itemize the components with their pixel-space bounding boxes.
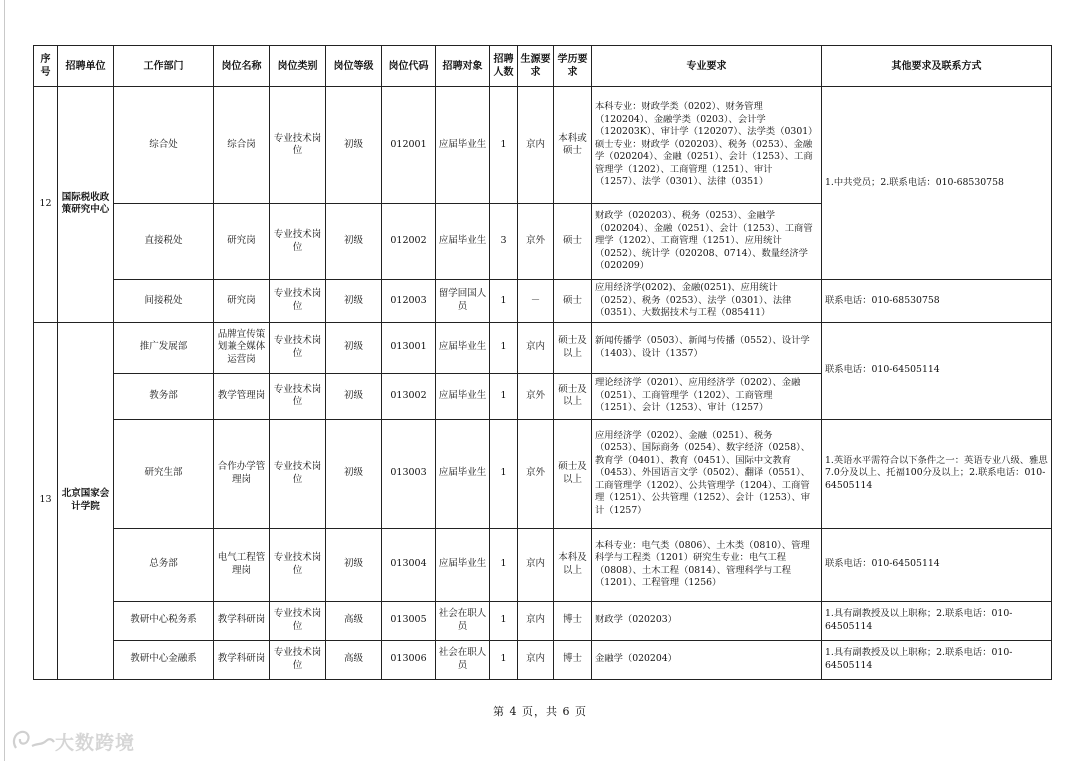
post-name-cell: 电气工程管理岗 [214, 528, 270, 601]
count-cell: 1 [490, 601, 518, 640]
edu-cell: 博士 [554, 640, 592, 679]
header-count: 招聘人数 [490, 46, 518, 87]
page-number-footer: 第 4 页，共 6 页 [493, 705, 587, 718]
table-row [34, 87, 1052, 204]
post-name-cell: 研究岗 [214, 204, 270, 280]
header-source: 生源要求 [518, 46, 554, 87]
major-cell: 理论经济学（0201）、应用经济学（0202）、金融（0251）、工商管理学（1202）、工商管理（1251）、会计（1253）、审计（1257） [592, 373, 822, 419]
dept-cell: 教研中心税务系 [114, 601, 214, 640]
table-row [34, 528, 1052, 601]
other-cell: 1.具有副教授及以上职称；2.联系电话：010-64505114 [822, 601, 1052, 640]
post-name-cell: 综合岗 [214, 87, 270, 204]
seq-cell: 12 [34, 87, 58, 323]
post-type-cell: 专业技术岗位 [270, 528, 326, 601]
post-code-cell: 012002 [382, 204, 436, 280]
post-level-cell: 高级 [326, 601, 382, 640]
post-code-cell: 012003 [382, 280, 436, 323]
post-code-cell: 013003 [382, 419, 436, 528]
post-level-cell: 初级 [326, 373, 382, 419]
count-cell: 1 [490, 373, 518, 419]
target-cell: 应届毕业生 [436, 373, 490, 419]
count-cell: 3 [490, 204, 518, 280]
other-cell: 1.具有副教授及以上职称；2.联系电话：010-64505114 [822, 640, 1052, 679]
dept-cell: 综合处 [114, 87, 214, 204]
major-cell: 本科专业：财政学类（0202）、财务管理（120204）、金融学类（0203）、会计学（120203K）、审计学（120207）、法学类（0301）硕士专业：财政学（020203）、税务（0253）、金融学（020204）、金融（0251）、会计（1253）、工商管理学（1202）、工商管理（1251）、审计（1257）、法学（0301）、法律（0351） [592, 87, 822, 204]
header-major: 专业要求 [592, 46, 822, 87]
edu-cell: 硕士及以上 [554, 419, 592, 528]
source-cell: 京内 [518, 87, 554, 204]
post-level-cell: 初级 [326, 322, 382, 373]
other-cell: 1.中共党员；2.联系电话：010-68530758 [822, 87, 1052, 280]
count-cell: 1 [490, 419, 518, 528]
post-level-cell: 初级 [326, 280, 382, 323]
other-cell: 联系电话：010-64505114 [822, 528, 1052, 601]
post-name-cell: 研究岗 [214, 280, 270, 323]
edu-cell: 硕士 [554, 280, 592, 323]
recruitment-table [33, 45, 1052, 680]
dept-cell: 教务部 [114, 373, 214, 419]
source-cell: 京外 [518, 204, 554, 280]
table-row [34, 601, 1052, 640]
header-target: 招聘对象 [436, 46, 490, 87]
post-name-cell: 品牌宣传策划兼全媒体运营岗 [214, 322, 270, 373]
target-cell: 应届毕业生 [436, 204, 490, 280]
target-cell: 应届毕业生 [436, 528, 490, 601]
header-post-level: 岗位等级 [326, 46, 382, 87]
post-level-cell: 初级 [326, 204, 382, 280]
dept-cell: 总务部 [114, 528, 214, 601]
edu-cell: 本科或硕士 [554, 87, 592, 204]
major-cell: 新闻传播学（0503）、新闻与传播（0552）、设计学（1403）、设计（1357） [592, 322, 822, 373]
major-cell: 本科专业：电气类（0806）、土木类（0810）、管理科学与工程类（1201）研究生专业：电气工程（0808）、土木工程（0814）、管理科学与工程（1201）、工程管理（1256） [592, 528, 822, 601]
unit-cell: 国际税收政策研究中心 [58, 87, 114, 323]
header-edu: 学历要求 [554, 46, 592, 87]
major-cell: 应用经济学(0202)、金融(0251)、应用统计（0252）、税务（0253）、法学（0301）、法律（0351）、大数据技术与工程（085411） [592, 280, 822, 323]
post-type-cell: 专业技术岗位 [270, 204, 326, 280]
dept-cell: 研究生部 [114, 419, 214, 528]
unit-cell: 北京国家会计学院 [58, 322, 114, 679]
dept-cell: 间接税处 [114, 280, 214, 323]
post-name-cell: 教学管理岗 [214, 373, 270, 419]
post-type-cell: 专业技术岗位 [270, 322, 326, 373]
post-code-cell: 013004 [382, 528, 436, 601]
post-type-cell: 专业技术岗位 [270, 373, 326, 419]
table-row [34, 322, 1052, 373]
major-cell: 财政学（020203） [592, 601, 822, 640]
post-type-cell: 专业技术岗位 [270, 601, 326, 640]
source-cell: 京内 [518, 528, 554, 601]
post-code-cell: 012001 [382, 87, 436, 204]
post-code-cell: 013002 [382, 373, 436, 419]
dept-cell: 教研中心金融系 [114, 640, 214, 679]
target-cell: 应届毕业生 [436, 87, 490, 204]
count-cell: 1 [490, 280, 518, 323]
target-cell: 留学回国人员 [436, 280, 490, 323]
source-cell: 京外 [518, 373, 554, 419]
post-type-cell: 专业技术岗位 [270, 640, 326, 679]
edu-cell: 博士 [554, 601, 592, 640]
count-cell: 1 [490, 87, 518, 204]
post-name-cell: 教学科研岗 [214, 601, 270, 640]
source-cell: 京外 [518, 419, 554, 528]
count-cell: 1 [490, 322, 518, 373]
header-post-name: 岗位名称 [214, 46, 270, 87]
post-name-cell: 合作办学管理岗 [214, 419, 270, 528]
edu-cell: 硕士及以上 [554, 373, 592, 419]
target-cell: 社会在职人员 [436, 601, 490, 640]
source-cell: 京内 [518, 601, 554, 640]
header-seq: 序号 [34, 46, 58, 87]
page-edge-line [4, 0, 5, 761]
post-level-cell: 初级 [326, 419, 382, 528]
other-cell: 联系电话：010-68530758 [822, 280, 1052, 323]
table-row [34, 419, 1052, 528]
target-cell: 社会在职人员 [436, 640, 490, 679]
table-header-row [34, 46, 1052, 87]
source-cell: 京内 [518, 322, 554, 373]
dept-cell: 直接税处 [114, 204, 214, 280]
major-cell: 应用经济学（0202）、金融（0251）、税务（0253）、国际商务（0254）、数字经济（0258）、教育学（0401）、教育（0451）、国际中文教育（0453）、外国语言文学（0502）、翻译（0551）、工商管理学（1202）、公共管理学（1204）、工商管理（1251）、公共管理（1252）、会计（1253）、审计（1257） [592, 419, 822, 528]
post-type-cell: 专业技术岗位 [270, 87, 326, 204]
source-cell: 京内 [518, 640, 554, 679]
header-post-code: 岗位代码 [382, 46, 436, 87]
post-name-cell: 教学科研岗 [214, 640, 270, 679]
major-cell: 财政学（020203）、税务（0253）、金融学（020204）、金融（0251）、会计（1253）、工商管理学（1202）、工商管理（1251）、应用统计（0252）、统计学（020208、0714）、数量经济学（020209） [592, 204, 822, 280]
count-cell: 1 [490, 528, 518, 601]
other-cell: 联系电话：010-64505114 [822, 322, 1052, 419]
source-cell: － [518, 280, 554, 323]
major-cell: 金融学（020204） [592, 640, 822, 679]
post-code-cell: 013001 [382, 322, 436, 373]
table-row [34, 280, 1052, 323]
seq-cell: 13 [34, 322, 58, 679]
post-code-cell: 013006 [382, 640, 436, 679]
header-dept: 工作部门 [114, 46, 214, 87]
edu-cell: 本科及以上 [554, 528, 592, 601]
post-code-cell: 013005 [382, 601, 436, 640]
table-row [34, 640, 1052, 679]
target-cell: 应届毕业生 [436, 419, 490, 528]
header-unit: 招聘单位 [58, 46, 114, 87]
header-other: 其他要求及联系方式 [822, 46, 1052, 87]
edu-cell: 硕士及以上 [554, 322, 592, 373]
post-level-cell: 初级 [326, 528, 382, 601]
count-cell: 1 [490, 640, 518, 679]
post-type-cell: 专业技术岗位 [270, 280, 326, 323]
post-type-cell: 专业技术岗位 [270, 419, 326, 528]
target-cell: 应届毕业生 [436, 322, 490, 373]
header-post-type: 岗位类别 [270, 46, 326, 87]
edu-cell: 硕士 [554, 204, 592, 280]
post-level-cell: 高级 [326, 640, 382, 679]
dept-cell: 推广发展部 [114, 322, 214, 373]
other-cell: 1.英语水平需符合以下条件之一：英语专业八级、雅思7.0分及以上、托福100分及以上；2.联系电话：010-64505114 [822, 419, 1052, 528]
watermark-text: 大数跨境 [55, 732, 136, 754]
post-level-cell: 初级 [326, 87, 382, 204]
